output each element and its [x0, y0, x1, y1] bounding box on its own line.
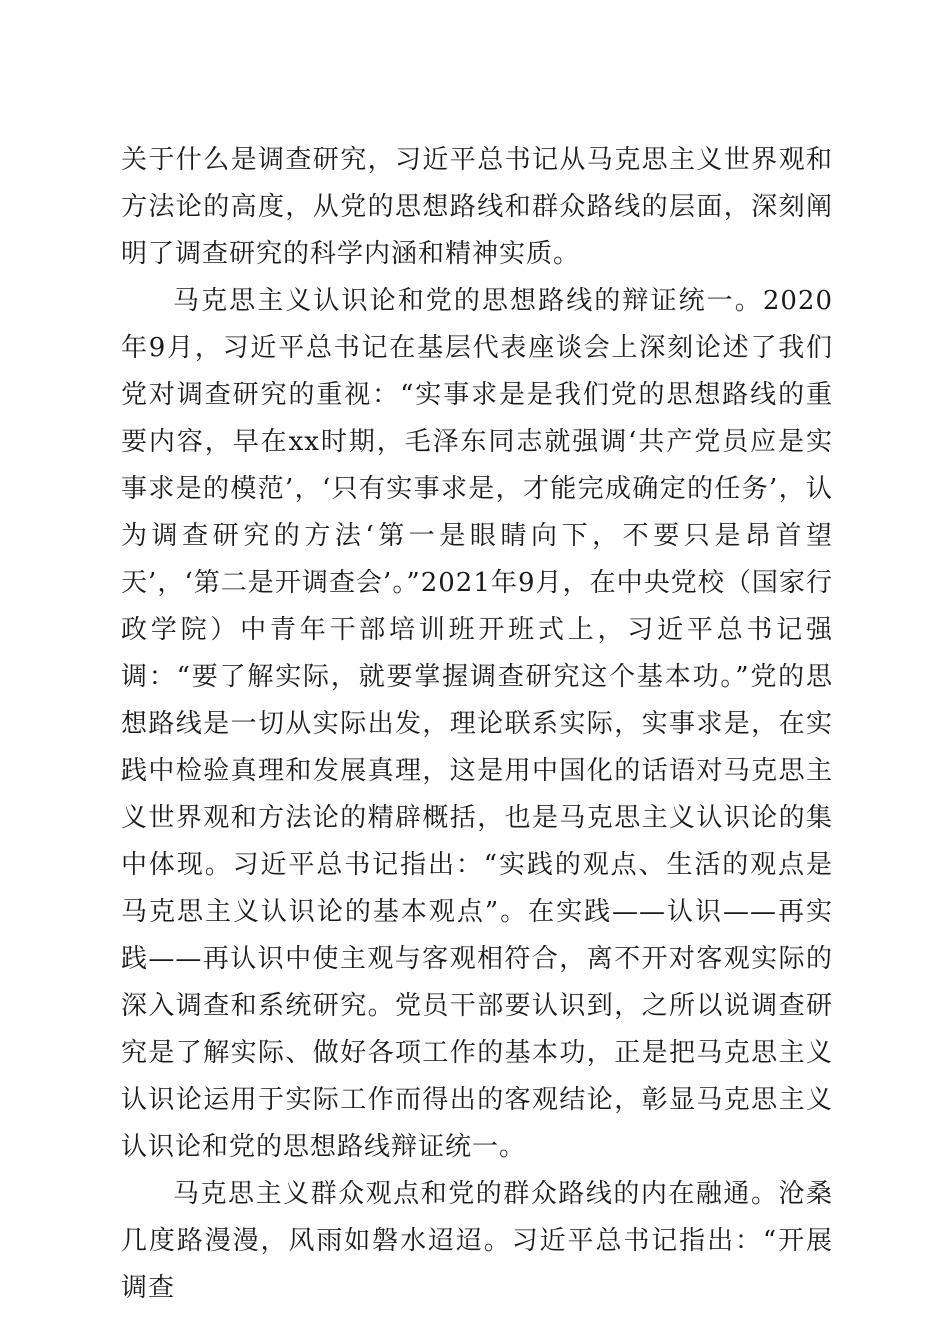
paragraph-epistemology: 马克思主义认识论和党的思想路线的辩证统一。2020年9月，习近平总书记在基层代表座谈会上深刻论述了我们党对调查研究的重视：“实事求是是我们党的思想路线的重要内容，早在xx时期，毛泽东同志就强调‘共产党员应是实事求是的模范’，‘只有实事求是，才能完成确定的任务’，认为调查研究的方法‘第一是眼睛向下，不要只是昂首望天’，‘第二是开调查会’。”2021年9月，在中央党校（国家行政学院）中青年干部培训班开班式上，习近平总书记强调：“要了解实际，就要掌握调查研究这个基本功。”党的思想路线是一切从实际出发，理论联系实际，实事求是，在实践中检验真理和发展真理，这是用中国化的话语对马克思主义世界观和方法论的精辟概括，也是马克思主义认识论的集中体现。习近平总书记指出：“实践的观点、生活的观点是马克思主义认识论的基本观点”。在实践——认识——再实践——再认识中使主观与客观相符合，离不开对客观实际的深入调查和系统研究。党员干部要认识到，之所以说调查研究是了解实际、做好各项工作的基本功，正是把马克思主义认识论运用于实际工作而得出的客观结论，彰显马克思主义认识论和党的思想路线辩证统一。 [121, 286, 833, 1162]
paragraph-intro: 关于什么是调查研究，习近平总书记从马克思主义世界观和方法论的高度，从党的思想路线和群众路线的层面，深刻阐明了调查研究的科学内涵和精神实质。 [121, 145, 833, 269]
paragraph-mass-line: 马克思主义群众观点和党的群众路线的内在融通。沧桑几度路漫漫，风雨如磐水迢迢。习近平总书记指出：“开展调查 [121, 1179, 833, 1303]
document-body [121, 137, 833, 1312]
